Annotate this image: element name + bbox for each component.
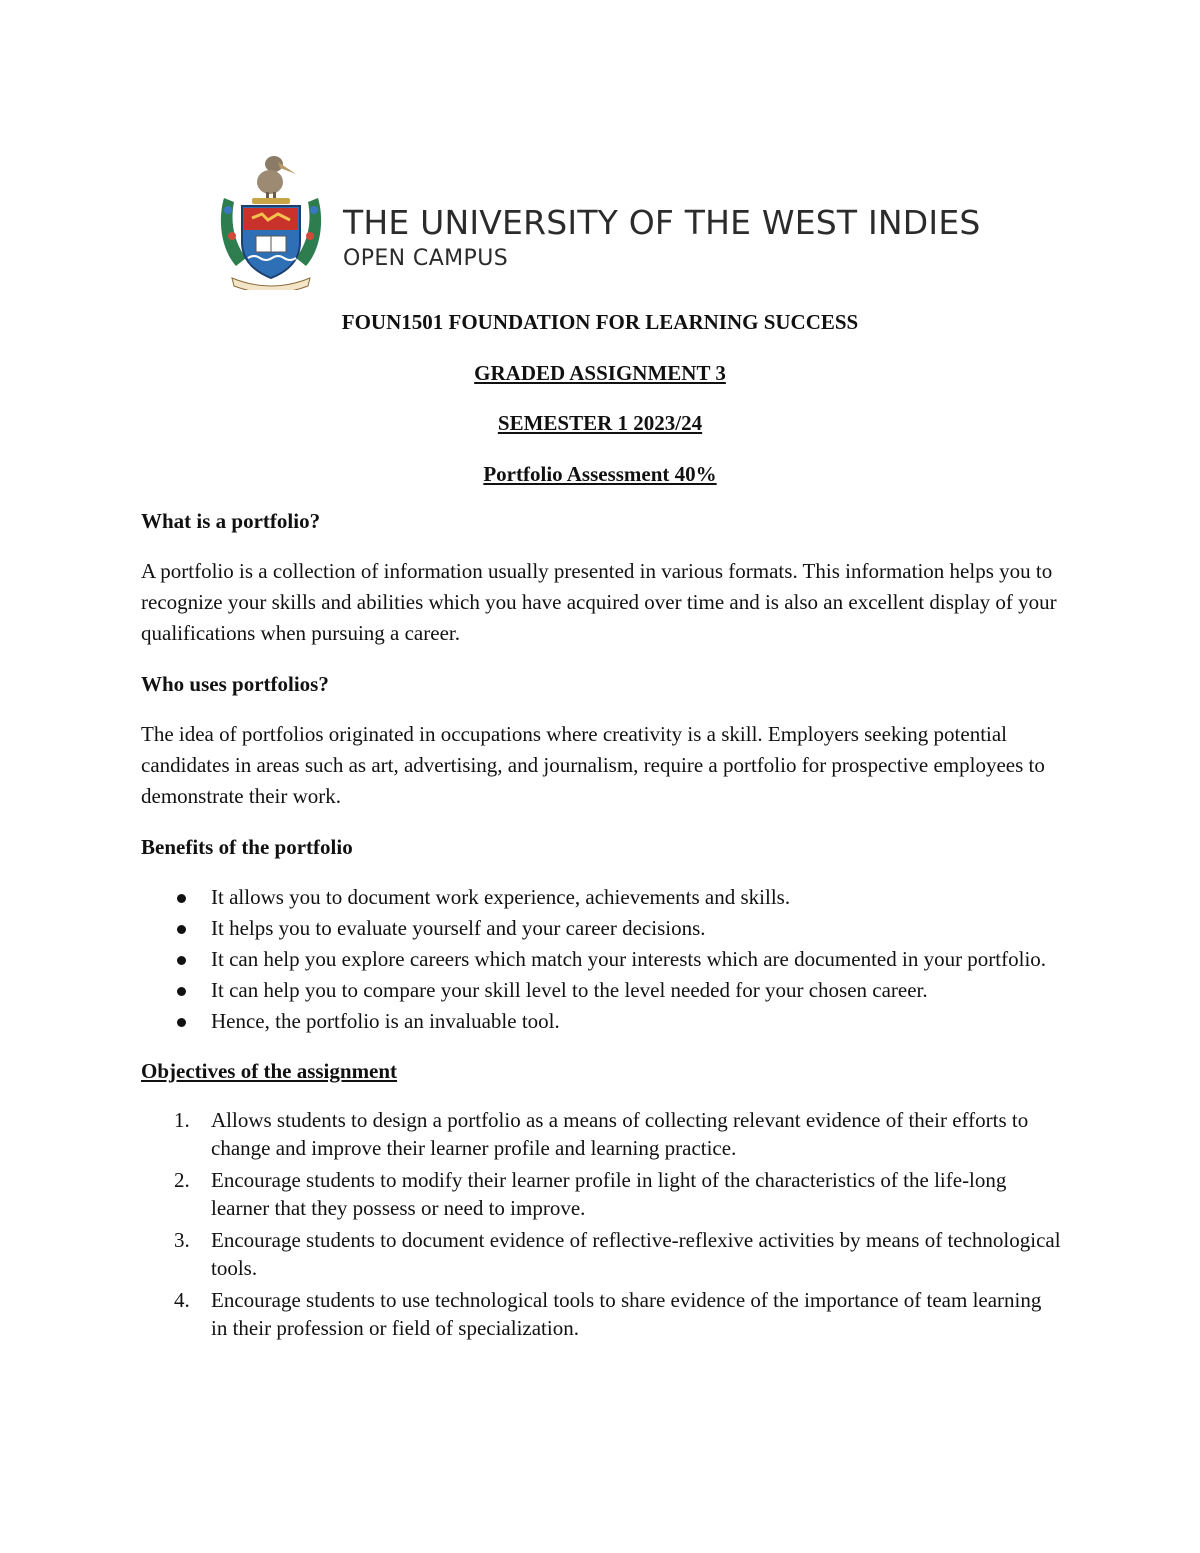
list-item: Hence, the portfolio is an invaluable tool. <box>141 1006 1061 1037</box>
list-item-text: Allows students to design a portfolio as a means of collecting relevant evidence of their efforts to change and improve their learner profile and learning practice. <box>211 1108 1029 1160</box>
assessment-title-text: Portfolio Assessment 40% <box>483 462 717 486</box>
list-item <box>141 1166 1061 1222</box>
assessment-title <box>0 462 1200 487</box>
list-item-number: 2. <box>174 1168 190 1192</box>
list-item-text: Encourage students to modify their learner profile in light of the characteristics of the life-long learner that they possess or need to improve. <box>211 1168 1007 1220</box>
section-heading-benefits: Benefits of the portfolio <box>141 835 353 859</box>
objectives-list <box>141 1106 1061 1342</box>
list-item <box>141 1226 1061 1282</box>
section-text-who: The idea of portfolios originated in occupations where creativity is a skill. Employers seeking potential candidates in areas such as art, advertising, and journalism, require a portfolio for prospective employees to demonstrate their work. <box>141 722 1045 808</box>
list-item-number: 1. <box>174 1108 190 1132</box>
document-body <box>141 506 1061 1346</box>
list-item-text: Encourage students to use technological tools to share evidence of the importance of team learning in their profession or field of specialization. <box>211 1288 1042 1340</box>
course-title-text: FOUN1501 FOUNDATION FOR LEARNING SUCCESS <box>341 310 859 334</box>
section-heading-objectives: Objectives of the assignment <box>141 1059 398 1083</box>
list-item: It allows you to document work experience, achievements and skills. <box>141 882 1061 913</box>
benefits-list <box>141 882 1061 1037</box>
campus-name: OPEN CAMPUS <box>343 246 509 271</box>
list-item <box>141 1106 1061 1162</box>
assignment-title <box>0 361 1200 386</box>
semester-title-text: SEMESTER 1 2023/24 <box>497 411 703 435</box>
list-item <box>141 1286 1061 1342</box>
university-name: THE UNIVERSITY OF THE WEST INDIES <box>343 203 981 242</box>
section-text-what: A portfolio is a collection of information usually presented in various formats. This information helps you to recognize your skills and abilities which you have acquired over time and is also an excellent display of your qualifications when pursuing a career. <box>141 559 1057 645</box>
list-item-number: 3. <box>174 1228 190 1252</box>
list-item: It can help you to compare your skill level to the level needed for your chosen career. <box>141 975 1061 1006</box>
list-item-number: 4. <box>174 1288 190 1312</box>
assignment-title-text: GRADED ASSIGNMENT 3 <box>474 361 726 385</box>
course-title <box>0 310 1200 335</box>
list-item: It can help you explore careers which match your interests which are documented in your portfolio. <box>141 944 1061 975</box>
section-heading-what: What is a portfolio? <box>141 509 321 533</box>
section-heading-who: Who uses portfolios? <box>141 672 329 696</box>
semester-title <box>0 411 1200 436</box>
university-crest-icon <box>216 138 326 290</box>
list-item: It helps you to evaluate yourself and your career decisions. <box>141 913 1061 944</box>
list-item-text: Encourage students to document evidence of reflective-reflexive activities by means of technological tools. <box>211 1228 1061 1280</box>
